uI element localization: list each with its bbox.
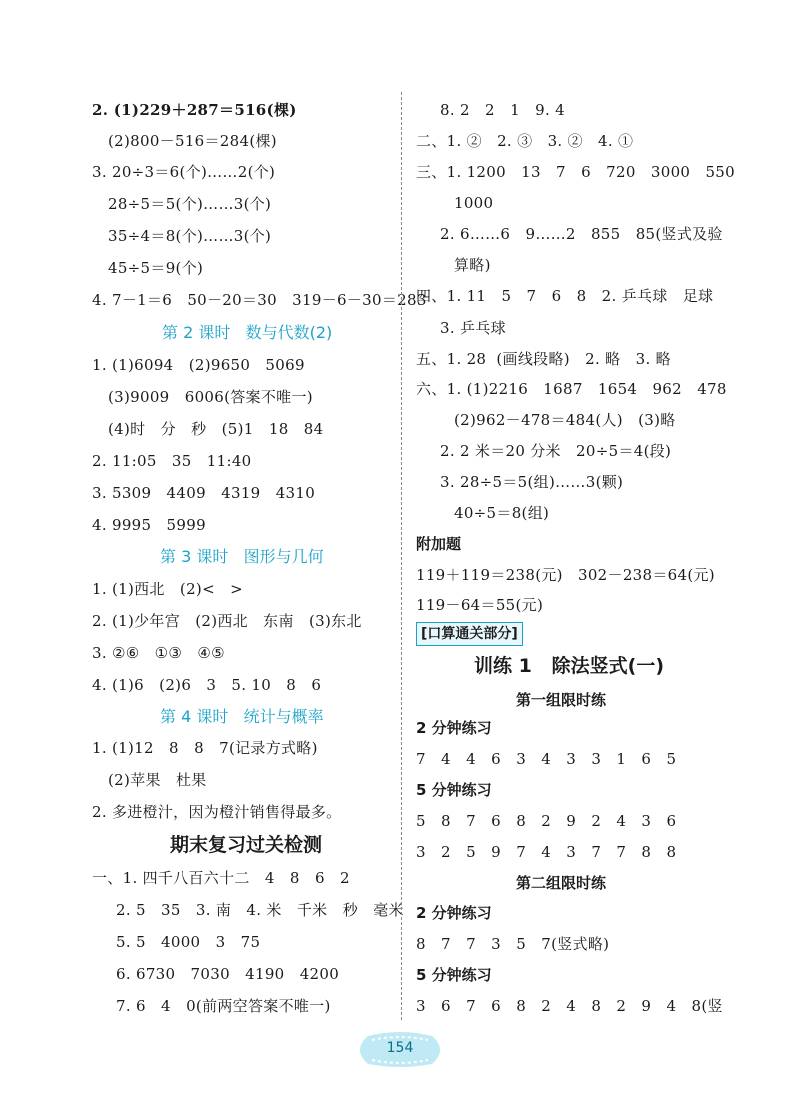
- answer-line: 2. 6……6 9……2 855 85(竖式及验: [440, 225, 723, 243]
- part-tag: [口算通关部分]: [416, 622, 523, 646]
- answer-line: 2. 11:05 35 11:40: [92, 452, 252, 470]
- answer-line: 四、1. 11 5 7 6 8 2. 乒乓球 足球: [416, 287, 714, 305]
- answer-line: 5 8 7 6 8 2 9 2 4 3 6: [416, 812, 677, 830]
- answer-line: 8 7 7 3 5 7(竖式略): [416, 935, 610, 953]
- exam-heading: 期末复习过关检测: [170, 834, 323, 856]
- answer-line: 5. 5 4000 3 75: [116, 933, 261, 951]
- answer-line: (2)苹果 杜果: [108, 771, 207, 789]
- practice-label: 5 分钟练习: [416, 781, 492, 799]
- answer-line: 28÷5＝5(个)……3(个): [108, 195, 272, 213]
- answer-line: 一、1. 四千八百六十二 4 8 6 2: [92, 869, 350, 887]
- practice-label: 2 分钟练习: [416, 904, 492, 922]
- answer-line: 二、1. ② 2. ③ 3. ② 4. ①: [416, 132, 634, 150]
- answer-line: 4. 9995 5999: [92, 516, 206, 534]
- answer-line: (2)962－478＝484(人) (3)略: [454, 411, 676, 429]
- answer-line: 3 6 7 6 8 2 4 8 2 9 4 8(竖: [416, 997, 723, 1015]
- answer-line: 8. 2 2 1 9. 4: [440, 101, 565, 119]
- answer-line: 2. 2 米＝20 分米 20÷5＝4(段): [440, 442, 672, 460]
- answer-line: 6. 6730 7030 4190 4200: [116, 965, 340, 983]
- section-heading: 第 4 课时 统计与概率: [160, 707, 324, 726]
- answer-line: 1. (1)12 8 8 7(记录方式略): [92, 739, 318, 757]
- section-heading: 第 2 课时 数与代数(2): [162, 323, 333, 342]
- answer-line: 1000: [454, 194, 494, 212]
- answer-line: 40÷5＝8(组): [454, 504, 550, 522]
- answer-line: 算略): [454, 256, 491, 274]
- answer-line: 五、1. 28 (画线段略) 2. 略 3. 略: [416, 350, 671, 368]
- answer-line: (3)9009 6006(答案不唯一): [108, 388, 313, 406]
- answer-line: 35÷4＝8(个)……3(个): [108, 227, 272, 245]
- training-heading: 训练 1 除法竖式(一): [474, 655, 665, 677]
- answer-line: 3. 乒乓球: [440, 319, 506, 337]
- page-number: [350, 1030, 450, 1070]
- section-heading: 第 3 课时 图形与几何: [160, 547, 324, 566]
- answer-line: 4. 7－1＝6 50－20＝30 319－6－30＝283: [92, 291, 427, 309]
- answer-line: 45÷5＝9(个): [108, 259, 204, 277]
- answer-line: (4)时 分 秒 (5)1 18 84: [108, 420, 324, 438]
- answer-line: 2. 5 35 3. 南 4. 米 千米 秒 毫米: [116, 901, 404, 919]
- answer-line: 4. (1)6 (2)6 3 5. 10 8 6: [92, 676, 322, 694]
- practice-label: 2 分钟练习: [416, 719, 492, 737]
- answer-line: (2)800－516＝284(棵): [108, 132, 277, 150]
- answer-line: 7 4 4 6 3 4 3 3 1 6 5: [416, 750, 677, 768]
- answer-line: 2. 多进橙汁，因为橙汁销售得最多。: [92, 803, 342, 821]
- group-heading: 第一组限时练: [516, 691, 607, 709]
- answer-line: 三、1. 1200 13 7 6 720 3000 550: [416, 163, 735, 181]
- practice-label: 5 分钟练习: [416, 966, 492, 984]
- answer-line: 3. 20÷3＝6(个)……2(个): [92, 163, 276, 181]
- answer-line: 1. (1)6094 (2)9650 5069: [92, 356, 305, 374]
- answer-line: 119－64＝55(元): [416, 596, 544, 614]
- answer-line: 2. (1)少年宫 (2)西北 东南 (3)东北: [92, 612, 362, 630]
- answer-line: 3 2 5 9 7 4 3 7 7 8 8: [416, 843, 677, 861]
- answer-line: 1. (1)西北 (2)< >: [92, 580, 244, 598]
- bonus-heading: 附加题: [416, 535, 462, 553]
- column-divider: [401, 92, 402, 1020]
- answer-line: 3. 28÷5＝5(组)……3(颗): [440, 473, 624, 491]
- group-heading: 第二组限时练: [516, 874, 607, 892]
- answer-line: 119＋119＝238(元) 302－238＝64(元): [416, 566, 715, 584]
- answer-line: 六、1. (1)2216 1687 1654 962 478: [416, 380, 727, 398]
- page-number-text: 154: [386, 1040, 414, 1056]
- answer-line: 7. 6 4 0(前两空答案不唯一): [116, 997, 331, 1015]
- answer-line: 3. ②⑥ ①③ ④⑤: [92, 644, 225, 662]
- answer-line: 3. 5309 4409 4319 4310: [92, 484, 316, 502]
- answer-line: 2. (1)229＋287＝516(棵): [92, 101, 297, 119]
